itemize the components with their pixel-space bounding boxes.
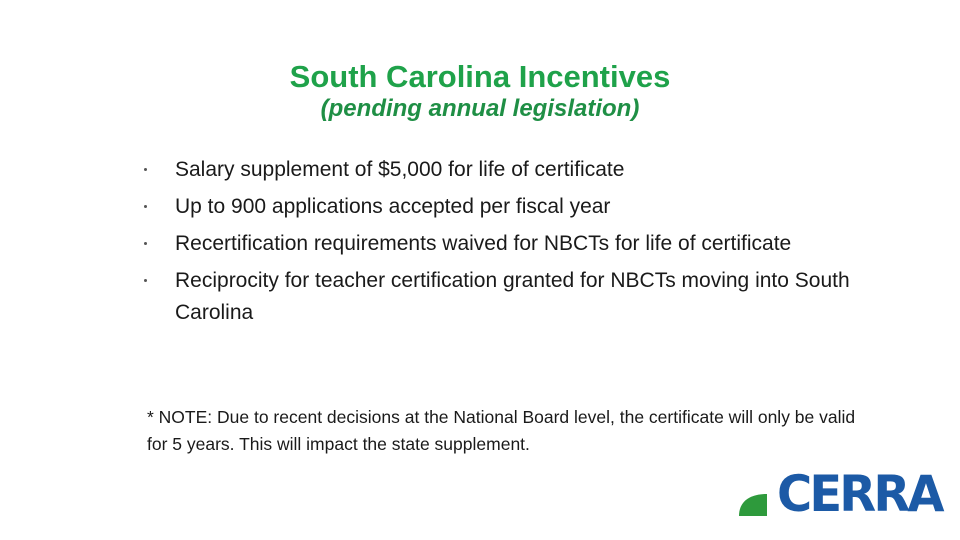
cerra-logo <box>737 465 942 523</box>
bullet-dot-icon <box>144 242 147 245</box>
footnote: * NOTE: Due to recent decisions at the National Board level, the certificate will only be valid for 5 years. This will impact the state supplement. <box>147 407 856 454</box>
bullet-dot-icon <box>144 205 147 208</box>
slide-title: South Carolina Incentives <box>289 59 671 94</box>
bullet-item <box>140 265 860 329</box>
bullet-dot-icon <box>144 168 147 171</box>
bullet-text: Recertification requirements waived for NBCTs for life of certificate <box>175 232 792 255</box>
bullet-item <box>140 154 860 186</box>
bullet-item <box>140 228 860 260</box>
bullet-text: Salary supplement of $5,000 for life of certificate <box>175 158 625 181</box>
bullet-list <box>140 154 860 329</box>
leaf-icon <box>737 492 769 518</box>
logo-text: CERRA <box>777 465 942 523</box>
slide-subtitle: (pending annual legislation) <box>320 95 640 122</box>
bullet-text: Reciprocity for teacher certification granted for NBCTs moving into South Carolina <box>175 269 850 324</box>
bullet-item <box>140 191 860 223</box>
bullet-dot-icon <box>144 279 147 282</box>
bullet-text: Up to 900 applications accepted per fiscal year <box>175 195 611 218</box>
